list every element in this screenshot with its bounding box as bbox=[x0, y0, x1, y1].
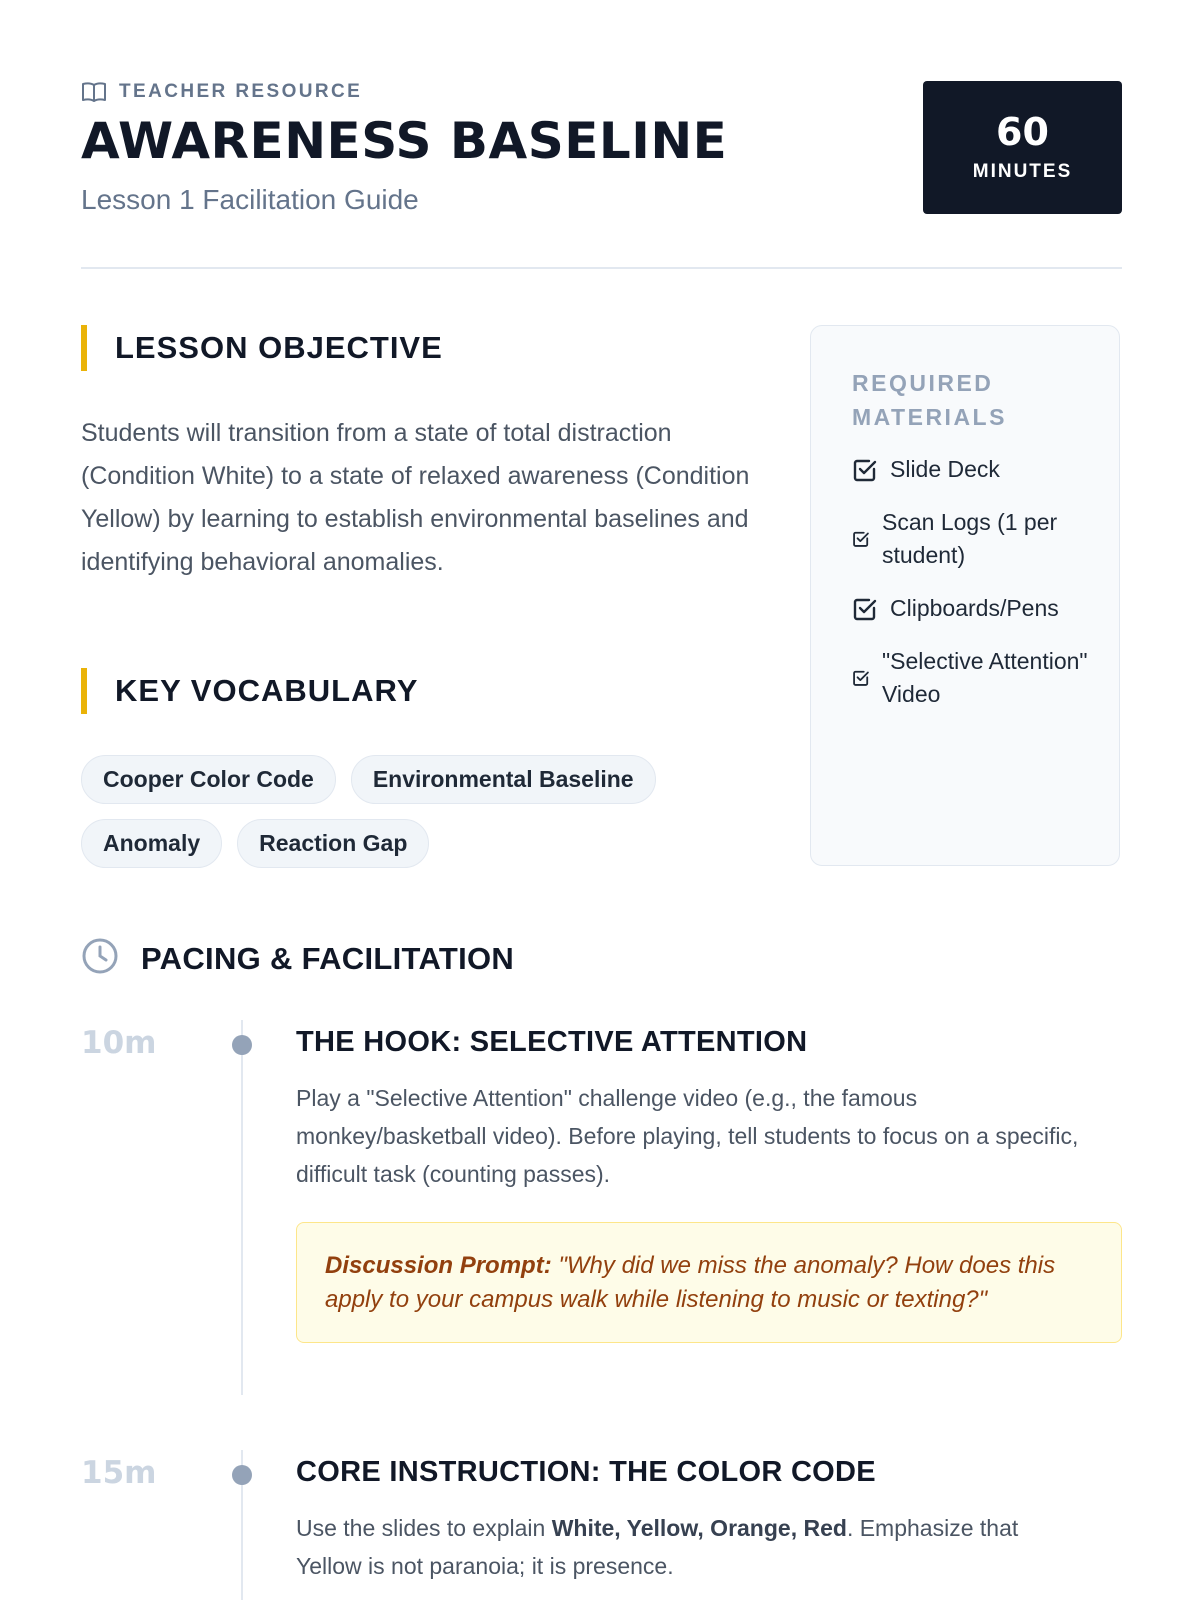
duration-badge bbox=[923, 81, 1122, 214]
vocabulary-heading bbox=[81, 668, 418, 714]
page-subtitle: Lesson 1 Facilitation Guide bbox=[81, 184, 419, 215]
vocab-chip: Anomaly bbox=[81, 819, 222, 868]
material-item bbox=[852, 645, 1092, 711]
timeline-dot bbox=[232, 1035, 252, 1055]
checkbox-checked-icon bbox=[852, 596, 878, 622]
pacing-heading-text: PACING & FACILITATION bbox=[141, 940, 515, 976]
material-label: "Selective Attention" Video bbox=[882, 648, 1088, 707]
vocabulary-chips bbox=[81, 755, 781, 868]
pacing-heading bbox=[81, 937, 514, 980]
duration-value: 60 bbox=[996, 109, 1049, 154]
timeline-dot bbox=[232, 1465, 252, 1485]
eyebrow-label: TEACHER RESOURCE bbox=[119, 81, 363, 102]
materials-list bbox=[852, 453, 1092, 731]
prompt-text: "Why did we miss the anomaly? How does this apply to your campus walk while listening to music or texting?" bbox=[325, 1252, 1056, 1313]
header-divider bbox=[81, 267, 1122, 269]
material-item bbox=[852, 592, 1092, 625]
duration-unit: MINUTES bbox=[972, 160, 1073, 182]
material-label: Slide Deck bbox=[890, 456, 1000, 482]
accent-bar bbox=[81, 668, 87, 714]
prompt-label: Discussion Prompt: bbox=[325, 1252, 552, 1279]
material-item bbox=[852, 506, 1092, 572]
objective-heading bbox=[81, 325, 443, 371]
objective-text: Students will transition from a state of total distraction (Condition White) to a state of relaxed awareness (Condition Yellow) by learning to establish environmental baselines and identifying behavioral anomalies. bbox=[81, 419, 750, 576]
accent-bar bbox=[81, 325, 87, 371]
checkbox-checked-icon bbox=[852, 457, 878, 483]
step-duration: 15m bbox=[81, 1455, 157, 1491]
vocab-chip: Reaction Gap bbox=[237, 819, 429, 868]
step-duration: 10m bbox=[81, 1025, 157, 1061]
timeline-line bbox=[241, 1020, 243, 1395]
vocab-chip: Environmental Baseline bbox=[351, 755, 656, 804]
vocabulary-heading-text: KEY VOCABULARY bbox=[115, 673, 419, 708]
checkbox-checked-icon bbox=[852, 530, 870, 548]
step-body bbox=[296, 1509, 1086, 1585]
step-body-text: Use the slides to explain bbox=[296, 1515, 552, 1541]
book-icon bbox=[81, 80, 107, 104]
materials-heading: REQUIRED MATERIALS bbox=[852, 370, 1007, 430]
vocab-chip: Cooper Color Code bbox=[81, 755, 336, 804]
step-body-text: . Emphasize that Yellow is not paranoia; it is presence. bbox=[296, 1515, 1019, 1579]
step-title: CORE INSTRUCTION: THE COLOR CODE bbox=[296, 1456, 876, 1488]
material-label: Scan Logs (1 per student) bbox=[882, 509, 1058, 568]
materials-panel bbox=[810, 325, 1120, 866]
material-item bbox=[852, 453, 1092, 486]
material-label: Clipboards/Pens bbox=[890, 595, 1059, 621]
eyebrow bbox=[81, 80, 362, 104]
checkbox-checked-icon bbox=[852, 669, 870, 687]
page-title: AWARENESS BASELINE bbox=[81, 112, 728, 170]
step-body-emphasis: White, Yellow, Orange, Red bbox=[551, 1515, 847, 1541]
step-title: THE HOOK: SELECTIVE ATTENTION bbox=[296, 1026, 808, 1058]
objective-heading-text: LESSON OBJECTIVE bbox=[115, 330, 443, 365]
step-body: Play a "Selective Attention" challenge video (e.g., the famous monkey/basketball video). Before playing, tell students to focus on a specific, difficult task (counting passes). bbox=[296, 1085, 1079, 1187]
clock-icon bbox=[81, 937, 119, 980]
discussion-prompt bbox=[296, 1222, 1122, 1343]
